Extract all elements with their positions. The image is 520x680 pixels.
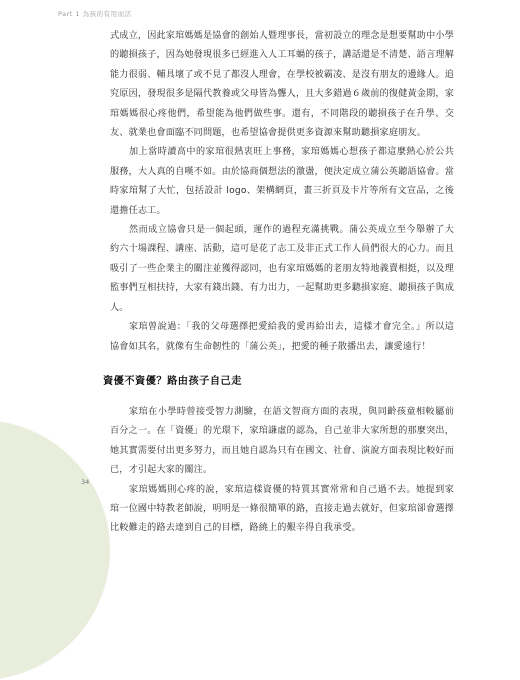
body-paragraph: 家琯在小學時曾接受智力測驗，在語文智商方面的表現，與同齡孩童相較屬前百分之一。在「資優」的光環下，家琯謙虛的認為，自己並非大家所想的那麼突出，她其實需要付出更多努力，而且她自認為只有在國文、社會、演說方面表現比較好而已，才引起大家的關注。 — [110, 406, 454, 476]
page-number: 34 — [81, 478, 90, 486]
decorative-corner-arc — [0, 420, 110, 680]
body-paragraph: 式成立，因此家琯媽媽是協會的創始人暨理事長，當初設立的理念是想要幫助中小學的聽損孩子，因為她發現很多已經進入人工耳蝸的孩子，講話還是不清楚、語言理解能力很弱、輔具壞了或不見了都沒人理會，在學校被霸凌、是沒有朋友的邊緣人。追究原因，發現很多是隔代教養或父母皆為聾人，且大多錯過６歲前的復健黃金期，家琯媽媽很心疼他們，希望能為他們做些事。還有，不同階段的聽損孩子在升學、交友、就業也會面臨不同問題，也希望協會提供更多資源來幫助聽損家庭朋友。 — [110, 31, 454, 139]
page-body — [103, 27, 454, 539]
body-paragraph: 家琯媽媽則心疼的說，家琯這樣資優的特質其實常常和自己過不去。她提到家琯一位國中特教老師說，明明是一條很簡單的路，直接走過去就好，但家琯卻會選擇比較難走的路去達到自己的目標，路繞上的艱辛得自我承受。 — [110, 484, 454, 534]
body-paragraph: 家琯曾說過：「我的父母選擇把愛給我的愛再給出去，這樣才會完全。」所以這協會如其名，就像有生命韌性的「蒲公英」，把愛的種子散播出去，讓愛遠行！ — [110, 322, 454, 352]
body-paragraph: 然而成立協會只是一個起頭，運作的過程充滿挑戰。蒲公英成立至今舉辦了大約六十場課程、講座、活動，這可是花了志工及非正式工作人員們很大的心力。而且吸引了一些企業主的關注並獲得認同，也有家琯媽媽的老朋友特地義賣相挺，以及理監事們互相扶持，大家有錢出錢、有力出力，一起幫助更多聽損家庭、聽損孩子與成人。 — [110, 225, 454, 313]
section-heading: 資優不資優？路由孩子自己走 — [103, 375, 242, 387]
body-paragraph: 加上當時讀高中的家琯很熱衷旺上事務，家琯媽媽心想孩子都這麼熱心於公共服務，大人真的自嘆不如。由於協商個想法的激盪，便決定成立蒲公英聽語協會。當時家琯幫了大忙，包括設計 logo、架構網頁，畫三折頁及卡片等所有文宣品，之後還擔任志工。 — [110, 147, 454, 216]
running-head: Part 1 為孩的有用而活 — [58, 10, 132, 18]
